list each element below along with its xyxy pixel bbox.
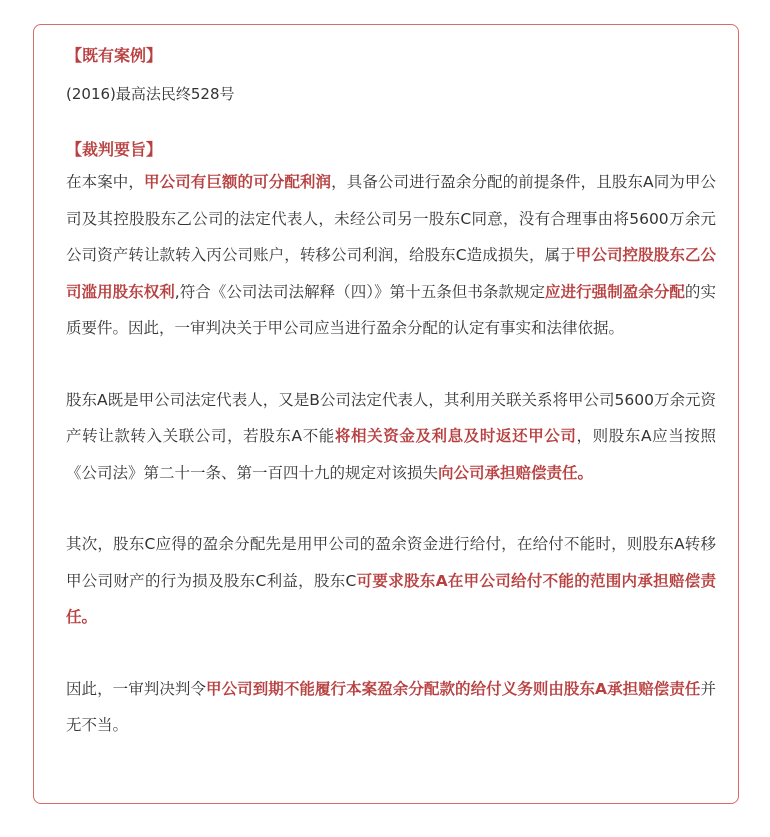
text-segment: 在本案中，: [66, 173, 144, 191]
highlight-segment: 将相关资金及利息及时返还甲公司: [334, 427, 577, 445]
text-segment: 因此，一审判决判令: [66, 679, 207, 698]
text-segment: 的实质要件。因此，一审判决关于甲公司应当进行盈余分配的认定有事实和法律依据。: [66, 282, 716, 337]
text-segment: 其次，股东C应得的盈余分配先是用甲公司的盈余资金进行给付，在给付不能时，则股东A转移甲公司财产的行为损及股东C利益，股东C: [66, 535, 716, 590]
highlight-segment: 甲公司有巨额的可分配利润: [143, 173, 332, 191]
paragraph-2: [66, 382, 716, 492]
case-number: (2016)最高法民终528号: [66, 85, 235, 103]
highlight-segment: 应进行强制盈余分配: [545, 282, 685, 301]
paragraph-1: [66, 164, 716, 347]
highlight-segment: 甲公司控股股东乙公司滥用股东权利: [66, 246, 716, 301]
text-segment: 并无不当。: [66, 679, 716, 734]
ruling-summary-heading: 【裁判要旨】: [66, 140, 163, 159]
text-segment: ，则股东A应当按照《公司法》第二十一条、第一百四十九的规定对该损失: [66, 427, 716, 482]
case-content: [66, 43, 716, 744]
paragraph-3: [66, 526, 716, 636]
highlight-segment: 向公司承担赔偿责任。: [438, 463, 594, 482]
text-segment: ，具备公司进行盈余分配的前提条件，且股东A同为甲公司及其控股股东乙公司的法定代表人，未经公司另一股东C同意，没有合理事由将5600万余元公司资产转让款转入丙公司账户，转移公司利润，给股东C造成损失，属于: [66, 173, 716, 264]
paragraph-4: [66, 671, 716, 744]
text-segment: 股东A既是甲公司法定代表人，又是B公司法定代表人，其利用关联关系将甲公司5600万余元资产转让款转入关联公司，若股东A不能: [66, 390, 716, 445]
highlight-segment: 甲公司到期不能履行本案盈余分配款的给付义务则由股东A承担赔偿责任: [206, 679, 701, 698]
case-card: [33, 24, 739, 804]
text-segment: ,符合《公司法司法解释（四）》第十五条但书条款规定: [174, 282, 546, 301]
highlight-segment: 可要求股东A在甲公司给付不能的范围内承担赔偿责任。: [66, 571, 717, 626]
existing-case-heading: 【既有案例】: [66, 46, 163, 65]
